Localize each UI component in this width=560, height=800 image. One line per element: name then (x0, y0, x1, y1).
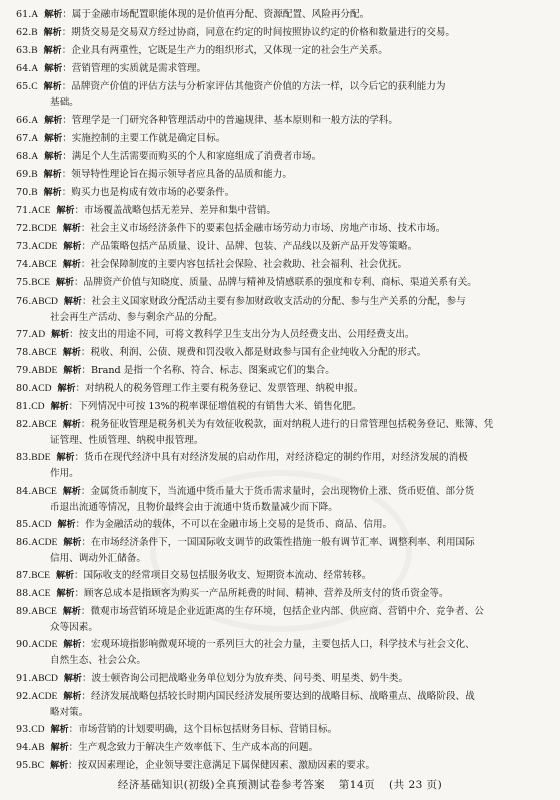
answer-key: ABCE (31, 606, 57, 618)
analysis-text: ：属于金融市场配置职能体现的是价值再分配、资源配置、风险再分配。 (62, 9, 370, 20)
answer-entry (16, 79, 546, 110)
answer-entry (16, 345, 546, 361)
answer-entry (16, 131, 546, 147)
analysis-text: ：货币在现代经济中具有对经济发展的启动作用，对经济稳定的制约作用，对经济发展的消极 (74, 452, 468, 464)
answer-entry (16, 167, 546, 183)
analysis-label: 解析 (57, 519, 76, 530)
footer-title: 经济基础知识(初级)全真预测试卷参考答案 (117, 779, 325, 791)
answer-entry (16, 722, 546, 738)
answer-key: ACDE (31, 241, 58, 253)
analysis-label: 解析 (62, 607, 81, 618)
analysis-text: ：市场营销的计划要明确，这个目标包括财务目标、营销目标。 (68, 723, 338, 735)
answer-entry (16, 363, 546, 379)
question-number: 75. (16, 277, 32, 289)
answer-key: B (31, 168, 38, 180)
question-number: 87. (16, 570, 32, 581)
question-number: 80. (16, 382, 32, 394)
answer-entry (16, 239, 546, 255)
analysis-label: 解析 (43, 46, 62, 57)
answer-key: A (31, 150, 39, 162)
analysis-label: 解析 (43, 187, 62, 198)
question-number: 95. (16, 760, 32, 772)
question-number: 93. (16, 723, 32, 735)
question-number: 64. (16, 63, 32, 75)
analysis-text: ：社会主义市场经济条件下的要素包括金融市场劳动力市场、房地产市场、技术市场。 (80, 223, 446, 235)
answer-key: BCE (31, 570, 50, 581)
answer-entry (16, 113, 546, 129)
question-number: 85. (16, 518, 32, 530)
answer-key: ABDE (31, 364, 58, 376)
analysis-text: ：对纳税人的税务管理工作主要有税务登记、发票管理、纳税申报。 (75, 382, 364, 394)
answer-key: CD (31, 401, 45, 413)
analysis-text-continued: 证管理、性质管理、纳税申报管理。 (50, 435, 204, 447)
analysis-text: ：营销管理的实质就是需求管理。 (62, 63, 207, 75)
answer-key: B (31, 27, 38, 39)
answer-key: A (31, 114, 39, 126)
answer-key: ABCD (31, 672, 58, 684)
answer-entry (16, 758, 546, 774)
answer-entry (16, 275, 546, 291)
analysis-text-continued: 基础。 (50, 97, 79, 109)
analysis-text: ：税务征收管理是税务机关为有效征收税款，面对纳税人进行的日常管理包括税务登记、账簿、凭 (80, 419, 494, 431)
footer-total-pages: (共 23 页) (389, 779, 443, 791)
analysis-text: ：Brand 是指一个名称、符合、标志、图案或它们的集合。 (81, 364, 335, 376)
answer-key: ACE (31, 588, 51, 600)
analysis-label: 解析 (44, 64, 63, 75)
analysis-text: ：期货交易是交易双方经过协商，同意在约定的时间按照协议约定的价格和数量进行的交易。 (61, 27, 456, 39)
analysis-label: 解析 (62, 420, 81, 431)
answer-key: ABCE (31, 419, 57, 431)
answer-entry (16, 399, 546, 415)
answer-entry (16, 535, 546, 566)
analysis-text: ：微观市场营销环境是企业近距离的生存环境，包括企业内部、供应商、营销中介、竞争者、公 (80, 606, 484, 618)
question-number: 66. (16, 114, 32, 126)
analysis-text: ：税收、利润、公债、规费和罚没收入都是财政参与国有企业纯收入分配的形式。 (80, 346, 427, 358)
question-number: 83. (16, 452, 32, 464)
analysis-text: ：宏观环境指影响微观环境的一系列巨大的社会力量，主要包括人口，科学技术与社会文化、 (81, 639, 475, 651)
question-number: 84. (16, 485, 32, 497)
analysis-text: ：品牌资产价值与知晓度、质量、品牌与精神及情感联系的强度和专利、商标、渠道关系有关。 (73, 277, 477, 289)
answer-entry (16, 149, 546, 165)
answer-entry (16, 25, 546, 41)
answer-key: ABCE (31, 346, 57, 358)
analysis-label: 解析 (43, 28, 62, 39)
question-number: 77. (16, 328, 32, 340)
analysis-text-continued: 社会再生产活动、参与剩余产品的分配。 (50, 311, 223, 323)
analysis-label: 解析 (44, 115, 63, 126)
answer-key: C (31, 81, 38, 93)
answer-key: CD (31, 723, 45, 735)
analysis-label: 解析 (44, 133, 63, 144)
analysis-text: ：国际收支的经常项目交易包括服务收支、短期资本流动、经常转移。 (73, 570, 372, 581)
answer-entry (16, 61, 546, 77)
analysis-text: ：按支出的用途不同，可将文教科学卫生支出分为人员经费支出、公用经费支出。 (69, 328, 415, 340)
analysis-text: ：购买力也是构成有效市场的必要条件。 (61, 186, 235, 198)
question-number: 94. (16, 741, 32, 753)
analysis-text: ：按双因素理论，企业领导要注意满足下属保健因素、激励因素的要求。 (68, 760, 376, 772)
answer-key: ACE (31, 205, 51, 217)
page-footer (0, 777, 560, 792)
answer-key: BDE (31, 452, 51, 464)
analysis-label: 解析 (50, 724, 69, 735)
analysis-label: 解析 (57, 383, 76, 394)
analysis-text: ：波士顿咨询公司把战略业务单位划分为放弃类、问号类、明星类、奶牛类。 (81, 672, 409, 684)
question-number: 71. (16, 205, 32, 217)
answer-key: ACD (31, 518, 52, 530)
question-number: 81. (16, 401, 32, 413)
answer-entry (16, 7, 546, 23)
question-number: 73. (16, 241, 32, 253)
answer-entry (16, 604, 546, 635)
question-number: 70. (16, 186, 32, 198)
analysis-label: 解析 (56, 206, 75, 217)
question-number: 62. (16, 27, 32, 39)
analysis-label: 解析 (56, 453, 75, 464)
analysis-text: ：下列情况中可按 13%的税率课征增值税的有销售大米、销售化肥。 (68, 401, 362, 413)
footer-page-number: 第14页 (338, 779, 376, 791)
answer-key: ABCE (31, 259, 57, 271)
analysis-label: 解析 (43, 82, 62, 93)
analysis-text: ：品牌资产价值的评估方法与分析家评估其他资产价值的方法一样，以今后它的获利能力为 (61, 81, 446, 93)
analysis-label: 解析 (43, 169, 62, 180)
answer-key: ABCE (31, 485, 57, 497)
analysis-label: 解析 (63, 537, 82, 548)
analysis-label: 解析 (62, 224, 81, 235)
analysis-text: ：实施控制的主要工作就是确定目标。 (62, 132, 226, 144)
question-number: 69. (16, 168, 32, 180)
question-number: 91. (16, 672, 32, 684)
question-number: 88. (16, 588, 32, 600)
answer-entry (16, 586, 546, 602)
analysis-label: 解析 (50, 402, 69, 413)
answer-key: AB (31, 741, 45, 753)
answer-entry (16, 517, 546, 533)
analysis-text: ：市场覆盖战略包括无差异、差异和集中营销。 (74, 205, 276, 217)
analysis-text-continued: 自然生态、社会公众。 (50, 655, 146, 667)
analysis-label: 解析 (63, 640, 82, 651)
analysis-text: ：作为金融活动的载体，不可以在金融市场上交易的是货币、商品、信用。 (75, 518, 393, 530)
answer-key: BCE (31, 277, 50, 289)
question-number: 89. (16, 606, 32, 618)
answer-entry (16, 43, 546, 59)
answer-key: ABCD (31, 295, 58, 307)
analysis-text: ：经济发展战略包括较长时期内国民经济发展所要达到的战略目标、战略重点、战略阶段、战 (81, 690, 475, 702)
question-number: 79. (16, 364, 32, 376)
analysis-label: 解析 (56, 589, 75, 600)
answer-key: A (31, 63, 39, 75)
answer-key: ACDE (31, 690, 58, 702)
answer-entry (16, 257, 546, 273)
question-number: 76. (16, 295, 32, 307)
analysis-label: 解析 (62, 347, 81, 358)
question-number: 68. (16, 150, 32, 162)
analysis-text: ：领导特性理论旨在揭示领导者应具备的品质和能力。 (61, 168, 292, 180)
question-number: 78. (16, 346, 32, 358)
analysis-text: ：社会主义国家财政分配活动主要有参加财政收支活动的分配、参与生产关系的分配，参与 (81, 295, 466, 307)
answer-key: A (31, 132, 39, 144)
analysis-text-continued: 信用、调动外汇储备。 (50, 552, 146, 564)
analysis-label: 解析 (63, 296, 82, 307)
analysis-text-continued: 略对策。 (50, 706, 89, 718)
analysis-text: ：社会保障制度的主要内容包括社会保险、社会救助、社会福利、社会优抚。 (80, 259, 408, 271)
answer-entry (16, 327, 546, 343)
answer-entry (16, 740, 546, 756)
question-number: 61. (16, 9, 32, 20)
analysis-label: 解析 (62, 486, 81, 497)
analysis-text: ：企业具有两重性，它既是生产力的组织形式，又体现一定的社会生产关系。 (61, 45, 388, 57)
analysis-text: ：顾客总成本是指顾客为购买一产品所耗费的时间、精神、营养及所支付的货币资金等。 (74, 588, 449, 600)
answer-entry (16, 185, 546, 201)
analysis-label: 解析 (63, 673, 82, 684)
answer-entry (16, 221, 546, 237)
answer-key: ACDE (31, 639, 58, 651)
analysis-label: 解析 (44, 10, 63, 20)
analysis-text-continued: 币退出流通等情况，且物价最终会由于流通中货币数量减少而下降。 (50, 501, 338, 513)
analysis-text-continued: 作用。 (50, 468, 79, 480)
analysis-text: ：满足个人生活需要而购买的个人和家庭组成了消费者市场。 (62, 150, 322, 162)
analysis-text: ：产品策略包括产品质量、设计、品牌、包装、产品线以及新产品开发等策略。 (81, 241, 418, 253)
answer-entry (16, 381, 546, 397)
answer-key: BCDE (31, 223, 57, 235)
answer-entry (16, 294, 546, 325)
question-number: 74. (16, 259, 32, 271)
analysis-label: 解析 (63, 691, 82, 702)
answer-key: ACDE (31, 536, 58, 548)
question-number: 90. (16, 639, 32, 651)
analysis-label: 解析 (51, 329, 70, 340)
answer-key: BC (31, 760, 45, 772)
answer-key: B (31, 186, 38, 198)
answer-key: AD (31, 328, 46, 340)
analysis-label: 解析 (55, 278, 74, 289)
analysis-text-continued: 众等因素。 (50, 622, 98, 634)
question-number: 86. (16, 536, 32, 548)
answer-entry (16, 689, 546, 720)
analysis-label: 解析 (62, 260, 81, 271)
analysis-label: 解析 (44, 151, 63, 162)
answer-key: B (31, 45, 38, 57)
analysis-text: ：管理学是一门研究各种管理活动中的普遍规律、基本原则和一般方法的学科。 (62, 114, 398, 126)
question-number: 63. (16, 45, 32, 57)
analysis-text: ：生产观念致力于解决生产效率低下、生产成本高的问题。 (68, 741, 319, 753)
analysis-label: 解析 (63, 365, 82, 376)
answer-entry (16, 203, 546, 219)
analysis-label: 解析 (55, 571, 74, 581)
analysis-text: ：在市场经济条件下，一国国际收支调节的政策性措施一般有调节汇率、调整利率、利用国际 (81, 536, 475, 548)
answer-entry (16, 417, 546, 448)
question-number: 82. (16, 419, 32, 431)
answer-entry (16, 484, 546, 515)
question-number: 92. (16, 690, 32, 702)
question-number: 65. (16, 81, 32, 93)
question-number: 72. (16, 223, 32, 235)
analysis-label: 解析 (63, 242, 82, 253)
analysis-label: 解析 (50, 761, 69, 772)
answer-entry (16, 450, 546, 481)
analysis-label: 解析 (50, 742, 69, 753)
analysis-text: ：金属货币制度下，当流通中货币量大于货币需求量时，会出现物价上涨、货币贬值、部分货 (80, 485, 475, 497)
answer-list (16, 7, 546, 774)
answer-key: A (31, 9, 39, 20)
answer-entry (16, 671, 546, 687)
answer-entry (16, 637, 546, 668)
question-number: 67. (16, 132, 32, 144)
answer-entry (16, 568, 546, 584)
answer-key: ACD (31, 382, 52, 394)
